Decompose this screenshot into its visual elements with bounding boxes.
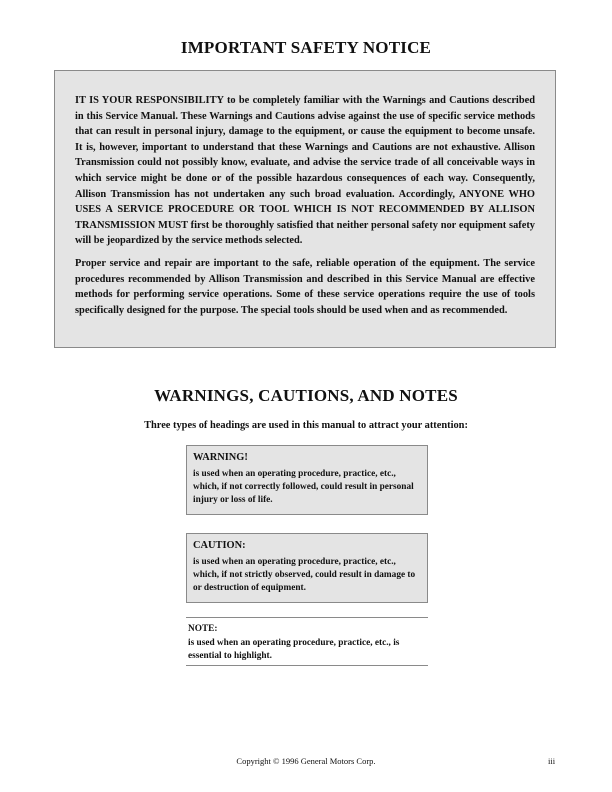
warning-example-box: [186, 445, 428, 515]
copyright-footer: Copyright © 1996 General Motors Corp.: [236, 756, 376, 766]
note-example-box: [186, 617, 428, 666]
caution-example-box: [186, 533, 428, 603]
warning-label: WARNING!: [193, 452, 248, 463]
note-description: is used when an operating procedure, practice, etc., is essential to highlight.: [188, 638, 400, 661]
page-number: iii: [548, 756, 556, 766]
headings-section-title: WARNINGS, CAUTIONS, AND NOTES: [154, 386, 458, 405]
safety-notice-box: [54, 70, 556, 348]
warning-description: is used when an operating procedure, practice, etc., which, if not correctly followed, could result in personal injury or loss of life.: [193, 469, 414, 505]
safety-paragraph-2: Proper service and repair are important to the safe, reliable operation of the equipment. The service procedures recommended by Allison Transmission and described in this Service Manual are effective methods for performing service operations. Some of these service operations require the use of tools specifically designed for the purpose. The special tools should be used when and as recommended.: [75, 257, 535, 316]
caution-label: CAUTION:: [193, 540, 246, 551]
safety-paragraph-1: IT IS YOUR RESPONSIBILITY to be completely familiar with the Warnings and Cautions described in this Service Manual. These Warnings and Cautions advise against the use of specific service methods that can result in personal injury, damage to the equipment, or cause the equipment to become unsafe. It is, however, important to understand that these Warnings and Cautions are not exhaustive. Allison Transmission could not possibly know, evaluate, and advise the service trade of all conceivable ways in which service might be done or of the possible hazardous consequences of each way. Consequently, Allison Transmission has not undertaken any such broad evaluation. Accordingly, ANYONE WHO USES A SERVICE PROCEDURE OR TOOL WHICH IS NOT RECOMMENDED BY ALLISON TRANSMISSION MUST first be thoroughly satisfied that neither personal safety nor equipment safety will be jeopardized by the service methods selected.: [75, 95, 535, 247]
note-label: NOTE:: [188, 624, 218, 634]
headings-subtitle: Three types of headings are used in this manual to attract your attention:: [144, 420, 468, 431]
safety-notice-title: IMPORTANT SAFETY NOTICE: [180, 38, 432, 57]
caution-description: is used when an operating procedure, practice, etc., which, if not strictly observed, could result in damage to or destruction of equipment.: [193, 557, 416, 593]
